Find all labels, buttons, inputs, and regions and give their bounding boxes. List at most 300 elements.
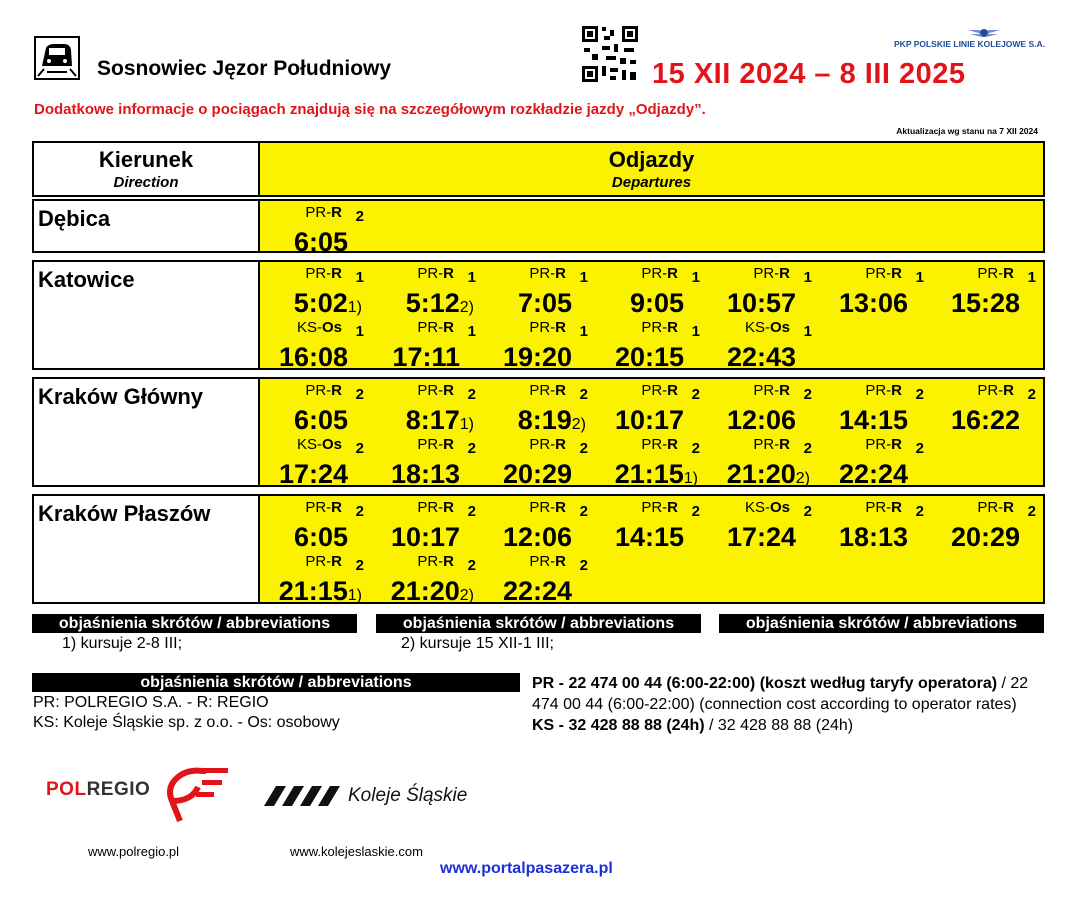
category-code: R — [779, 436, 790, 453]
update-note: Aktualizacja wg stanu na 7 XII 2024 — [896, 126, 1038, 136]
destination-name: Kraków Główny — [38, 384, 204, 409]
departure-time-group — [727, 290, 796, 317]
carrier-code: PR- — [417, 265, 444, 282]
category-code: R — [667, 265, 678, 282]
train-category — [865, 436, 902, 453]
departure-time-group — [391, 524, 460, 551]
category-code: Os — [321, 436, 342, 453]
platform-note: 2 — [355, 503, 364, 520]
departure-item — [260, 553, 372, 605]
carrier-code: PR- — [641, 319, 668, 336]
pr-contact-rest: / 22 474 00 44 (6:00-22:00) (connection cost according to operator rates) — [532, 675, 1029, 713]
carrier-code: PR- — [865, 499, 892, 516]
departure-time-group — [392, 344, 460, 371]
footnote-ref: 1) — [459, 416, 474, 433]
train-category — [641, 265, 678, 282]
departure-item — [708, 382, 820, 434]
departure-time-group — [518, 290, 572, 317]
departure-time-group — [951, 524, 1020, 551]
departure-time: 20:29 — [502, 459, 572, 489]
train-category — [641, 436, 678, 453]
destination-name: Katowice — [38, 267, 135, 292]
category-code: Os — [769, 319, 790, 336]
train-category — [865, 499, 902, 516]
carrier-code: PR- — [529, 265, 556, 282]
train-category — [305, 382, 342, 399]
footnote-ref: 2) — [795, 470, 810, 487]
category-code: R — [443, 265, 454, 282]
departure-time: 21:20 — [390, 576, 460, 606]
departure-time: 9:05 — [629, 288, 684, 318]
departure-time-group — [951, 290, 1020, 317]
departure-item — [484, 265, 596, 317]
departure-item — [820, 436, 932, 488]
departure-time: 21:20 — [726, 459, 796, 489]
category-code: R — [443, 319, 454, 336]
departure-time-group — [615, 407, 684, 434]
departure-time: 19:20 — [502, 342, 572, 372]
departure-item — [596, 319, 708, 371]
platform-note: 2 — [579, 440, 588, 457]
category-code: R — [443, 382, 454, 399]
platform-note: 2 — [467, 557, 476, 574]
departure-time-group — [294, 290, 362, 317]
departure-time-group — [615, 344, 684, 371]
validity-dates: 15 XII 2024 – 8 III 2025 — [652, 58, 966, 90]
carrier-code: PR- — [977, 382, 1004, 399]
destination-name: Dębica — [38, 206, 111, 231]
pkp-wings-icon — [968, 27, 1000, 39]
departure-time: 6:05 — [293, 405, 348, 435]
train-category — [417, 319, 454, 336]
departure-time: 8:17 — [405, 405, 460, 435]
carrier-code: PR- — [753, 265, 780, 282]
departure-time: 18:13 — [838, 522, 908, 552]
train-category — [745, 319, 790, 336]
footnote-ref: 2) — [571, 416, 586, 433]
departure-time-group — [951, 407, 1020, 434]
departure-time: 14:15 — [838, 405, 908, 435]
train-category — [297, 436, 342, 453]
direction-header — [32, 141, 260, 197]
carrier-code: PR- — [641, 382, 668, 399]
destination-cell — [32, 494, 260, 604]
departures-cell — [260, 377, 1045, 487]
departure-item — [260, 204, 372, 256]
departure-item — [372, 319, 484, 371]
carrier-code: PR- — [641, 436, 668, 453]
pkp-plk-logo — [870, 27, 1045, 49]
footnote-ref: 2) — [459, 299, 474, 316]
category-code: R — [555, 319, 566, 336]
platform-note: 1 — [467, 323, 476, 340]
departure-time: 20:15 — [614, 342, 684, 372]
platform-note: 2 — [915, 386, 924, 403]
pr-contact-bold: PR - 22 474 00 44 (6:00-22:00) (koszt według taryfy operatora) — [532, 675, 998, 692]
category-code: R — [443, 553, 454, 570]
departure-time-group — [727, 461, 810, 488]
departure-item — [372, 553, 484, 605]
departure-time: 17:24 — [726, 522, 796, 552]
platform-note: 1 — [1027, 269, 1036, 286]
train-category — [417, 553, 454, 570]
platform-note: 2 — [803, 503, 812, 520]
train-category — [753, 436, 790, 453]
category-code: R — [1003, 382, 1014, 399]
departure-item — [596, 499, 708, 551]
platform-note: 2 — [1027, 386, 1036, 403]
train-category — [297, 319, 342, 336]
info-notice: Dodatkowe informacje o pociągach znajdują się na szczegółowym rozkładzie jazdy „Odjazdy”. — [34, 101, 706, 118]
portalpasazera-url-link[interactable]: www.portalpasazera.pl — [440, 860, 613, 877]
departure-item — [372, 499, 484, 551]
platform-note: 2 — [467, 386, 476, 403]
platform-note: 1 — [915, 269, 924, 286]
train-category — [305, 265, 342, 282]
departure-time-group — [294, 407, 348, 434]
category-code: R — [331, 204, 342, 221]
departure-item — [596, 436, 708, 488]
departures-label: Odjazdy — [608, 147, 695, 172]
carrier-code: PR- — [753, 436, 780, 453]
train-category — [529, 382, 566, 399]
operators-bar: objaśnienia skrótów / abbreviations — [32, 673, 520, 692]
train-category — [977, 499, 1014, 516]
departure-time-group — [391, 461, 460, 488]
category-code: R — [667, 319, 678, 336]
category-code: R — [443, 436, 454, 453]
departure-item — [596, 382, 708, 434]
departure-item — [708, 499, 820, 551]
departure-item — [484, 319, 596, 371]
platform-note: 2 — [355, 386, 364, 403]
departure-time: 20:29 — [950, 522, 1020, 552]
pkp-brand-label: PKP POLSKIE LINIE KOLEJOWE S.A. — [894, 39, 1045, 49]
train-category — [753, 382, 790, 399]
carrier-code: PR- — [977, 265, 1004, 282]
carrier-code: PR- — [305, 382, 332, 399]
departure-time-group — [839, 524, 908, 551]
train-category — [417, 436, 454, 453]
platform-note: 1 — [355, 269, 364, 286]
departure-time: 10:17 — [614, 405, 684, 435]
category-code: R — [331, 553, 342, 570]
carrier-code: PR- — [417, 319, 444, 336]
carrier-code: PR- — [305, 553, 332, 570]
departure-item — [932, 499, 1044, 551]
departure-item — [708, 436, 820, 488]
departure-time-group — [615, 524, 684, 551]
koleje-slaskie-logo — [258, 778, 488, 814]
departure-time-group — [503, 461, 572, 488]
departure-item — [820, 265, 932, 317]
category-code: R — [667, 382, 678, 399]
departure-time: 15:28 — [950, 288, 1020, 318]
category-code: R — [331, 382, 342, 399]
departure-time-group — [615, 461, 698, 488]
train-category — [417, 382, 454, 399]
train-category — [745, 499, 790, 516]
footnote-ref: 1) — [347, 587, 362, 604]
departure-time: 17:24 — [278, 459, 348, 489]
departures-cell — [260, 199, 1045, 257]
departure-item — [484, 436, 596, 488]
departure-time: 22:43 — [726, 342, 796, 372]
departure-time-group — [406, 290, 474, 317]
platform-note: 2 — [1027, 503, 1036, 520]
koleje-slaskie-stripes-icon — [258, 784, 340, 808]
platform-note: 1 — [691, 323, 700, 340]
departure-time-group — [839, 290, 908, 317]
departure-time: 5:02 — [293, 288, 348, 318]
footnote-bar-3: objaśnienia skrótów / abbreviations — [719, 614, 1044, 633]
departure-time: 22:24 — [502, 576, 572, 606]
platform-note: 2 — [467, 503, 476, 520]
departure-time-group — [503, 344, 572, 371]
qr-code-icon[interactable] — [580, 24, 640, 84]
departure-time: 17:11 — [392, 342, 460, 372]
train-category — [529, 319, 566, 336]
platform-note: 2 — [467, 440, 476, 457]
departure-time: 5:12 — [405, 288, 460, 318]
category-code: R — [331, 265, 342, 282]
ks-contact-rest: / 32 428 88 88 (24h) — [704, 717, 854, 734]
departure-item — [260, 499, 372, 551]
departure-item — [932, 265, 1044, 317]
departure-item — [484, 499, 596, 551]
departure-item — [484, 382, 596, 434]
category-code: R — [891, 499, 902, 516]
departure-item — [484, 553, 596, 605]
train-category — [305, 553, 342, 570]
departure-item — [260, 436, 372, 488]
footnote-bar-1: objaśnienia skrótów / abbreviations — [32, 614, 357, 633]
category-code: R — [667, 499, 678, 516]
category-code: R — [1003, 265, 1014, 282]
koleje-slaskie-logo-text: Koleje Śląskie — [348, 785, 468, 806]
departures-header — [260, 141, 1045, 197]
carrier-code: PR- — [641, 265, 668, 282]
departure-item — [260, 382, 372, 434]
platform-note: 2 — [803, 386, 812, 403]
train-category — [977, 265, 1014, 282]
departure-item — [596, 265, 708, 317]
carrier-code: PR- — [529, 382, 556, 399]
kolejeslaskie-url-link[interactable]: www.kolejeslaskie.com — [290, 844, 423, 859]
departure-item — [372, 382, 484, 434]
carrier-code: PR- — [305, 499, 332, 516]
platform-note: 2 — [355, 440, 364, 457]
departure-time-group — [294, 524, 348, 551]
train-category — [977, 382, 1014, 399]
departure-time-group — [503, 578, 572, 605]
platform-note: 2 — [579, 503, 588, 520]
departure-time-group — [279, 578, 362, 605]
category-code: R — [555, 553, 566, 570]
direction-label: Kierunek — [98, 147, 194, 172]
platform-note: 2 — [915, 440, 924, 457]
carrier-code: PR- — [865, 436, 892, 453]
destination-cell — [32, 377, 260, 487]
direction-label-en: Direction — [113, 174, 179, 191]
platform-note: 2 — [915, 503, 924, 520]
carrier-code: PR- — [417, 436, 444, 453]
departure-time: 6:05 — [293, 227, 348, 257]
footnote-ref: 1) — [683, 470, 698, 487]
departure-item — [820, 499, 932, 551]
carrier-code: KS- — [744, 319, 770, 336]
departure-item — [372, 436, 484, 488]
category-code: R — [667, 436, 678, 453]
carrier-code: KS- — [744, 499, 770, 516]
category-code: R — [555, 436, 566, 453]
carrier-code: PR- — [529, 319, 556, 336]
platform-note: 1 — [803, 269, 812, 286]
ks-contact-bold: KS - 32 428 88 88 (24h) — [532, 717, 705, 734]
carrier-code: PR- — [641, 499, 668, 516]
carrier-code: PR- — [529, 436, 556, 453]
category-code: R — [891, 436, 902, 453]
departure-item — [708, 319, 820, 371]
platform-note: 1 — [355, 323, 364, 340]
carrier-code: PR- — [529, 553, 556, 570]
category-code: R — [1003, 499, 1014, 516]
platform-note: 2 — [803, 440, 812, 457]
train-category — [529, 553, 566, 570]
carrier-code: PR- — [305, 204, 332, 221]
departure-time: 12:06 — [726, 405, 796, 435]
carrier-code: KS- — [296, 319, 322, 336]
operators-line-1: PR: POLREGIO S.A. - R: REGIO — [33, 694, 269, 711]
carrier-code: KS- — [296, 436, 322, 453]
footnote-2: 2) kursuje 15 XII-1 III; — [401, 635, 554, 652]
category-code: R — [443, 499, 454, 516]
train-category — [305, 204, 342, 221]
departure-time: 8:19 — [517, 405, 572, 435]
category-code: R — [779, 265, 790, 282]
train-category — [529, 499, 566, 516]
departure-time: 21:15 — [278, 576, 348, 606]
departure-time-group — [279, 461, 348, 488]
train-category — [305, 499, 342, 516]
station-name: Sosnowiec Jęzor Południowy — [97, 57, 392, 80]
departure-item — [260, 319, 372, 371]
destination-name: Kraków Płaszów — [38, 501, 211, 526]
platform-note: 1 — [803, 323, 812, 340]
departure-time-group — [839, 407, 908, 434]
footnote-ref: 2) — [459, 587, 474, 604]
platform-note: 2 — [355, 557, 364, 574]
footnote-ref: 1) — [347, 299, 362, 316]
platform-note: 1 — [691, 269, 700, 286]
departure-time: 18:13 — [390, 459, 460, 489]
train-category — [641, 382, 678, 399]
train-icon — [34, 36, 80, 80]
category-code: R — [555, 265, 566, 282]
carrier-code: PR- — [529, 499, 556, 516]
departure-time: 12:06 — [502, 522, 572, 552]
departure-time: 21:15 — [614, 459, 684, 489]
departure-time-group — [727, 524, 796, 551]
departure-time: 10:57 — [726, 288, 796, 318]
train-category — [529, 436, 566, 453]
departure-time-group — [518, 407, 586, 434]
polregio-r-icon — [162, 765, 232, 823]
departure-time: 16:08 — [278, 342, 348, 372]
carrier-code: PR- — [865, 265, 892, 282]
platform-note: 2 — [691, 503, 700, 520]
departure-item — [820, 382, 932, 434]
departure-item — [932, 382, 1044, 434]
category-code: R — [555, 499, 566, 516]
departure-time-group — [391, 578, 474, 605]
carrier-code: PR- — [417, 553, 444, 570]
train-category — [641, 499, 678, 516]
polregio-url-link[interactable]: www.polregio.pl — [88, 844, 180, 859]
departures-cell — [260, 494, 1045, 604]
departures-label-en: Departures — [611, 174, 692, 191]
train-category — [417, 265, 454, 282]
platform-note: 2 — [691, 440, 700, 457]
train-category — [529, 265, 566, 282]
category-code: Os — [321, 319, 342, 336]
departure-time-group — [839, 461, 908, 488]
carrier-code: PR- — [977, 499, 1004, 516]
platform-note: 1 — [579, 323, 588, 340]
departure-time: 22:24 — [838, 459, 908, 489]
carrier-code: PR- — [865, 382, 892, 399]
departure-time-group — [503, 524, 572, 551]
polregio-logo-regio: REGIO — [86, 779, 151, 800]
contact-info — [532, 673, 1032, 736]
category-code: R — [555, 382, 566, 399]
destination-cell — [32, 260, 260, 370]
train-category — [641, 319, 678, 336]
category-code: R — [331, 499, 342, 516]
departure-time-group — [406, 407, 474, 434]
departure-item — [708, 265, 820, 317]
platform-note: 2 — [691, 386, 700, 403]
polregio-logo-pol: POL — [46, 779, 87, 800]
departure-time-group — [727, 407, 796, 434]
footnote-bar-2: objaśnienia skrótów / abbreviations — [376, 614, 701, 633]
destination-cell — [32, 199, 260, 253]
departure-time-group — [294, 229, 348, 256]
departure-time: 16:22 — [950, 405, 1020, 435]
departure-time: 6:05 — [293, 522, 348, 552]
platform-note: 2 — [579, 557, 588, 574]
departure-time: 7:05 — [517, 288, 572, 318]
category-code: R — [891, 265, 902, 282]
departure-time-group — [630, 290, 684, 317]
departure-time-group — [727, 344, 796, 371]
category-code: Os — [769, 499, 790, 516]
train-category — [753, 265, 790, 282]
departures-cell — [260, 260, 1045, 370]
footnote-1: 1) kursuje 2-8 III; — [62, 635, 183, 652]
platform-note: 1 — [579, 269, 588, 286]
carrier-code: PR- — [417, 382, 444, 399]
departure-item — [260, 265, 372, 317]
carrier-code: PR- — [753, 382, 780, 399]
departure-time-group — [279, 344, 348, 371]
train-category — [865, 382, 902, 399]
train-category — [865, 265, 902, 282]
train-category — [417, 499, 454, 516]
departure-time: 14:15 — [614, 522, 684, 552]
operators-line-2: KS: Koleje Śląskie sp. z o.o. - Os: osobowy — [33, 714, 340, 731]
departure-time: 10:17 — [390, 522, 460, 552]
